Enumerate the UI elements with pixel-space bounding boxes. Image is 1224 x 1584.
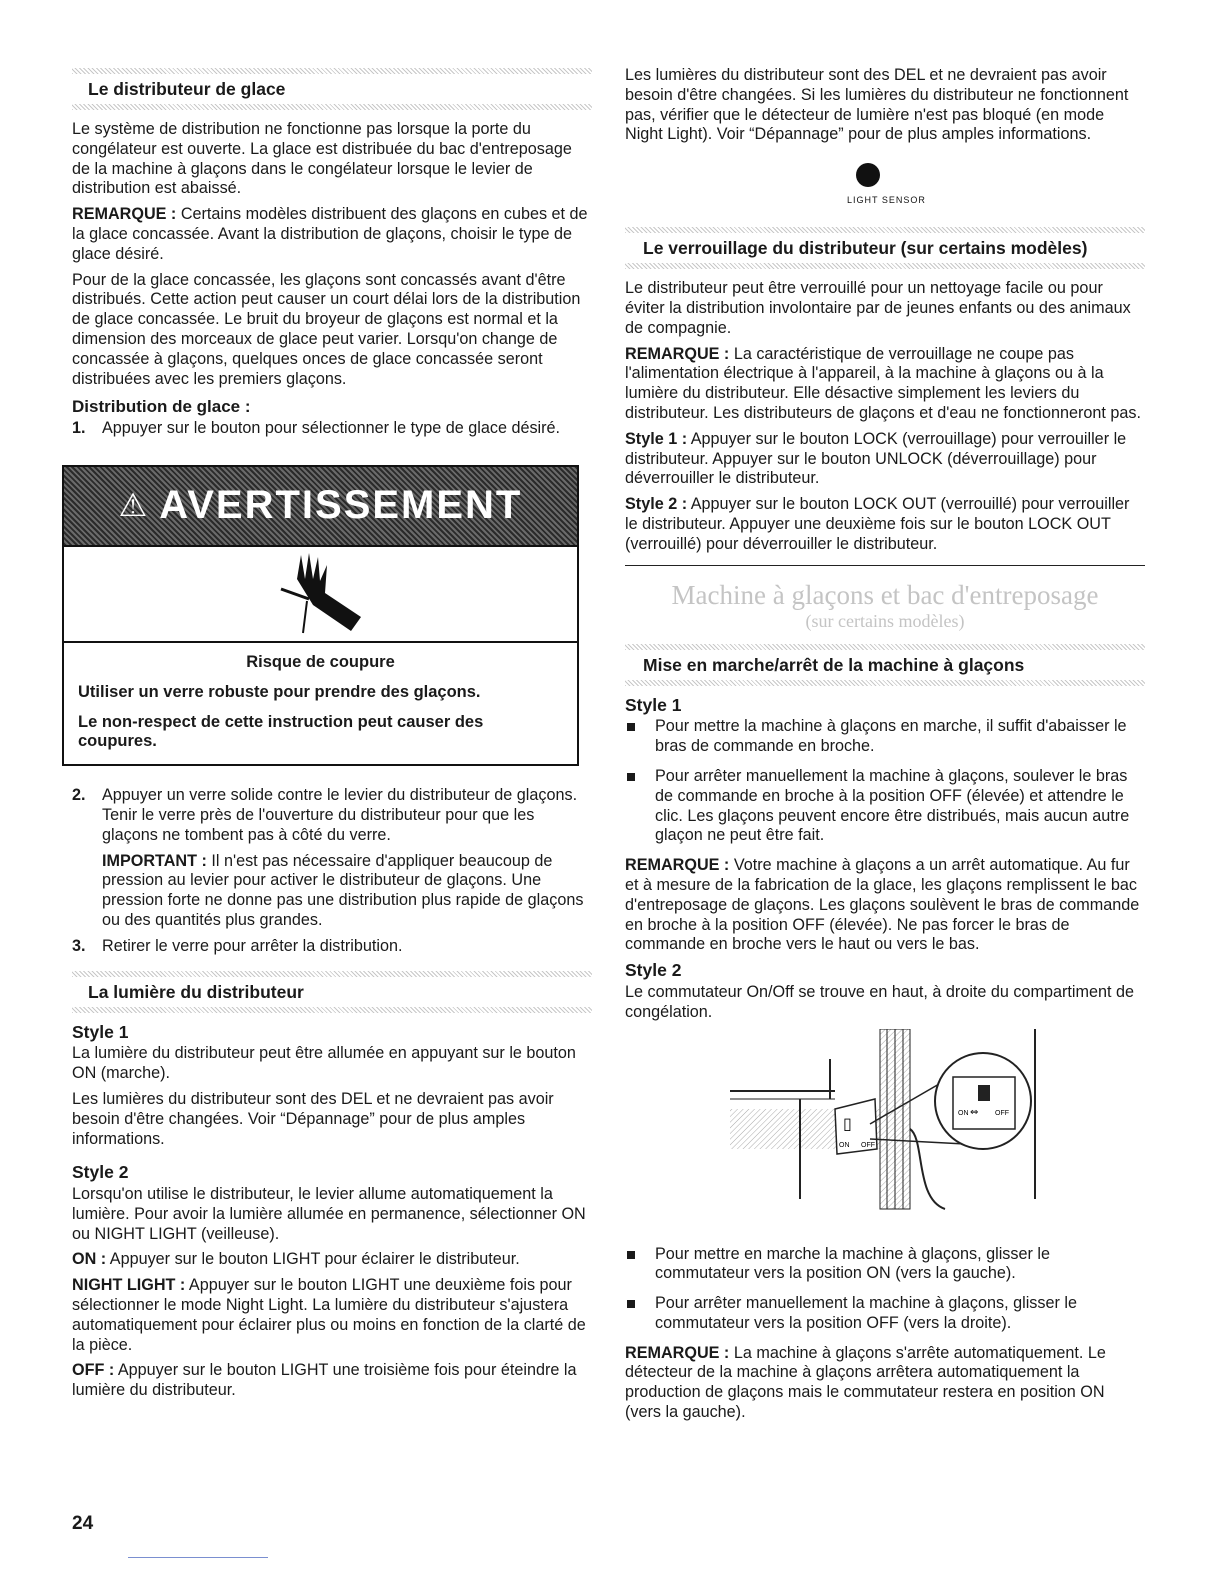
page-number: 24 [72,1513,94,1534]
light-sensor-figure [625,151,1145,221]
night-text: Appuyer sur le bouton LIGHT une deuxième fois pour sélectionner le mode Night Light. La lumière du distributeur s'ajustera automatiquement pour éclairer plus ou moins en fonction de la clarté de la pièce. [72,1276,586,1354]
step-number: 3. [72,936,86,955]
subheading: Distribution de glace : [72,397,251,417]
chapter-subtitle: (sur certains modèles) [805,610,965,631]
step-text: Appuyer un verre solide contre le levier du distributeur de glaçons. Tenir le verre près de l'ouverture du distributeur pour que les glaçons ne tombent pas à côté du verre. [102,786,578,844]
style-heading: Style 1 [625,694,682,715]
warning-triangle-icon: ⚠ [118,487,150,524]
icemaker-switch-figure [625,1029,1145,1229]
step-number: 2. [72,786,86,805]
paragraph: Le distributeur peut être verrouillé pour un nettoyage facile ou pour éviter la distribution involontaire par de jeunes enfants ou des animaux de compagnie. [625,279,1131,337]
note-paragraph [625,1344,1145,1423]
step-text: Retirer le verre pour arrêter la distribution. [102,936,403,955]
svg-text:OFF: OFF [861,1141,875,1149]
note-text: La caractéristique de verrouillage ne coupe pas l'alimentation électrique à l'appareil, à la machine à glaçons ou à la lumière du distributeur. Elle désactive simplement les leviers du distributeur. Les distributeurs de glaçons et d'eau ne fonctionneront pas. [625,344,1142,422]
section-header-lock [625,227,1145,269]
right-column [625,66,1145,1429]
switch-toggle-icon [978,1085,990,1101]
left-column [72,62,592,1407]
paragraph: Le système de distribution ne fonctionne pas lorsque la porte du congélateur est ouverte. La glace est distribuée du bac d'entreposage de la machine à glaçons dans le congélateur lorsque le levier de distribution est abaissé. [72,120,572,198]
paragraph: Le commutateur On/Off se trouve en haut, à droite du compartiment de congélation. [625,982,1134,1021]
section-title: Le distributeur de glace [88,79,286,99]
warning-body [64,643,577,764]
warning-title: AVERTISSEMENT [159,483,523,528]
paragraph [72,1361,592,1401]
cut-hazard-image [64,547,577,643]
style-label: Style 1 : [625,429,688,448]
note-text: Votre machine à glaçons a un arrêt automatique. Au fur et à mesure de la fabrication de la glace, les glaçons remplissent le bac d'entreposage de glaçons. Les glaçons soulèvent le bras de commande en broche à la position OFF (élevée). Ne pas forcer le bras de commande en broche vers le haut ou vers le bas. [625,856,1140,954]
important-text: Il n'est pas nécessaire d'appliquer beaucoup de pression au levier pour activer le distributeur de glaçons. Une pression forte ne donne pas une distribution plus rapide de glaçons ou des quantités plus grandes. [102,851,584,929]
step-item [72,419,592,439]
list-item: Pour arrêter manuellement la machine à glaçons, soulever le bras de commande en broche à la position OFF (élevée) et attendre le clic. Les glaçons peuvent encore être distribués, mais aucun autre glaçon ne peut être fait. [625,767,1145,846]
note-paragraph [72,205,592,264]
paragraph [625,495,1145,554]
step-text: Appuyer sur le bouton pour sélectionner le type de glace désiré. [102,419,561,438]
on-text: Appuyer sur le bouton LIGHT pour éclairer le distributeur. [109,1250,520,1269]
note-label: REMARQUE : [625,856,730,875]
warning-line: Utiliser un verre robuste pour prendre des glaçons. [78,682,481,701]
section-title: Le verrouillage du distributeur (sur certains modèles) [643,238,1088,259]
step-item [72,937,592,957]
paragraph: Les lumières du distributeur sont des DEL et ne devraient pas avoir besoin d'être changées. Voir “Dépannage” pour de plus amples informations. [72,1089,554,1148]
step-item [72,786,592,931]
paragraph: Lorsqu'on utilise le distributeur, le levier allume automatiquement la lumière. Pour avoir la lumière allumée en permanence, sélectionner ON ou NIGHT LIGHT (veilleuse). [72,1185,586,1243]
section-title: Mise en marche/arrêt de la machine à glaçons [643,654,1025,675]
section-header-light [72,971,592,1013]
paragraph [72,1250,592,1270]
step-number: 1. [72,419,86,438]
steps-list [72,786,592,956]
bullet-list [625,717,1145,846]
sensor-dot-icon [856,163,880,187]
paragraph: La lumière du distributeur peut être allumée en appuyant sur le bouton ON (marche). [72,1044,576,1083]
paragraph [72,1276,592,1355]
list-item: Pour mettre en marche la machine à glaçons, glisser le commutateur vers la position ON (vers la gauche). [625,1245,1145,1285]
note-label: REMARQUE : [72,205,177,224]
svg-text:OFF: OFF [995,1109,1009,1117]
note-text: La machine à glaçons s'arrête automatiquement. Le détecteur de la machine à glaçons arrêtera automatiquement la production de glaçons mais le commutateur restera en position ON (vers la gauche). [625,1343,1106,1422]
section-header-dispenser [72,68,592,110]
note-label: REMARQUE : [625,1343,730,1362]
warning-line: Le non-respect de cette instruction peut causer des coupures. [78,712,484,751]
switch-icon: ▯ [843,1113,852,1133]
note-text: Certains modèles distribuent des glaçons en cubes et de la glace concassée. Avant la distribution de glaçons, choisir le type de glace désiré. [72,205,588,263]
list-item: Pour mettre la machine à glaçons en marche, il suffit d'abaisser le bras de commande en broche. [625,717,1145,757]
divider [625,565,1145,566]
section-header-icemaker [625,644,1145,686]
cut-hand-icon [269,549,369,639]
footer-line [128,1557,268,1558]
list-item: Pour arrêter manuellement la machine à glaçons, glisser le commutateur vers la position OFF (vers la droite). [625,1294,1145,1334]
off-label: OFF : [72,1361,115,1380]
warning-header [64,467,577,547]
svg-text:ON: ON [839,1141,850,1149]
bullet-list [625,1245,1145,1334]
svg-text:ON: ON [958,1109,969,1117]
note-paragraph [625,856,1145,955]
night-label: NIGHT LIGHT : [72,1276,186,1295]
arrows-icon: ⇔ [970,1106,979,1118]
style-heading: Style 2 [72,1162,129,1183]
style-heading: Style 2 [625,960,682,981]
important-label: IMPORTANT : [102,851,207,870]
style-text: Appuyer sur le bouton LOCK (verrouillage) pour verrouiller le distributeur. Appuyer sur le bouton UNLOCK (déverrouillage) pour déverrouiller le distributeur. [625,429,1127,488]
style-text: Appuyer sur le bouton LOCK OUT (verrouillé) pour verrouiller le distributeur. Appuyer une deuxième fois sur le bouton LOCK OUT (verrouillé) pour déverrouiller le distributeur. [625,495,1130,553]
style-label: Style 2 : [625,495,688,514]
chapter-title: Machine à glaçons et bac d'entreposage [671,579,1099,610]
warning-box [62,465,579,766]
note-label: REMARQUE : [625,344,730,363]
on-label: ON : [72,1250,107,1269]
paragraph: Les lumières du distributeur sont des DEL et ne devraient pas avoir besoin d'être changées. Si les lumières du distributeur ne fonctionnent pas, vérifier que le détecteur de lumière n'est pas bloqué (en mode Night Light). Voir “Dépannage” pour de plus amples informations. [625,66,1129,144]
style-heading: Style 1 [72,1021,129,1042]
off-text: Appuyer sur le bouton LIGHT une troisième fois pour éteindre la lumière du distributeur. [72,1361,577,1400]
paragraph [625,430,1145,489]
note-paragraph [625,345,1145,424]
section-title: La lumière du distributeur [88,981,304,1002]
paragraph: Pour de la glace concassée, les glaçons sont concassés avant d'être distribués. Cette action peut causer un court délai lors de la distribution de glace concassée. Le bruit du broyeur de glaçons est normal et la dimension des morceaux de glace peut varier. Lorsqu'on change de concassée à glaçons, quelques onces de glace concassée seront distribuées avec les premiers glaçons. [72,270,581,388]
important-paragraph [102,852,592,931]
hazard-name: Risque de coupure [246,652,395,671]
sensor-label: LIGHT SENSOR [847,195,926,206]
steps-list [72,419,592,439]
